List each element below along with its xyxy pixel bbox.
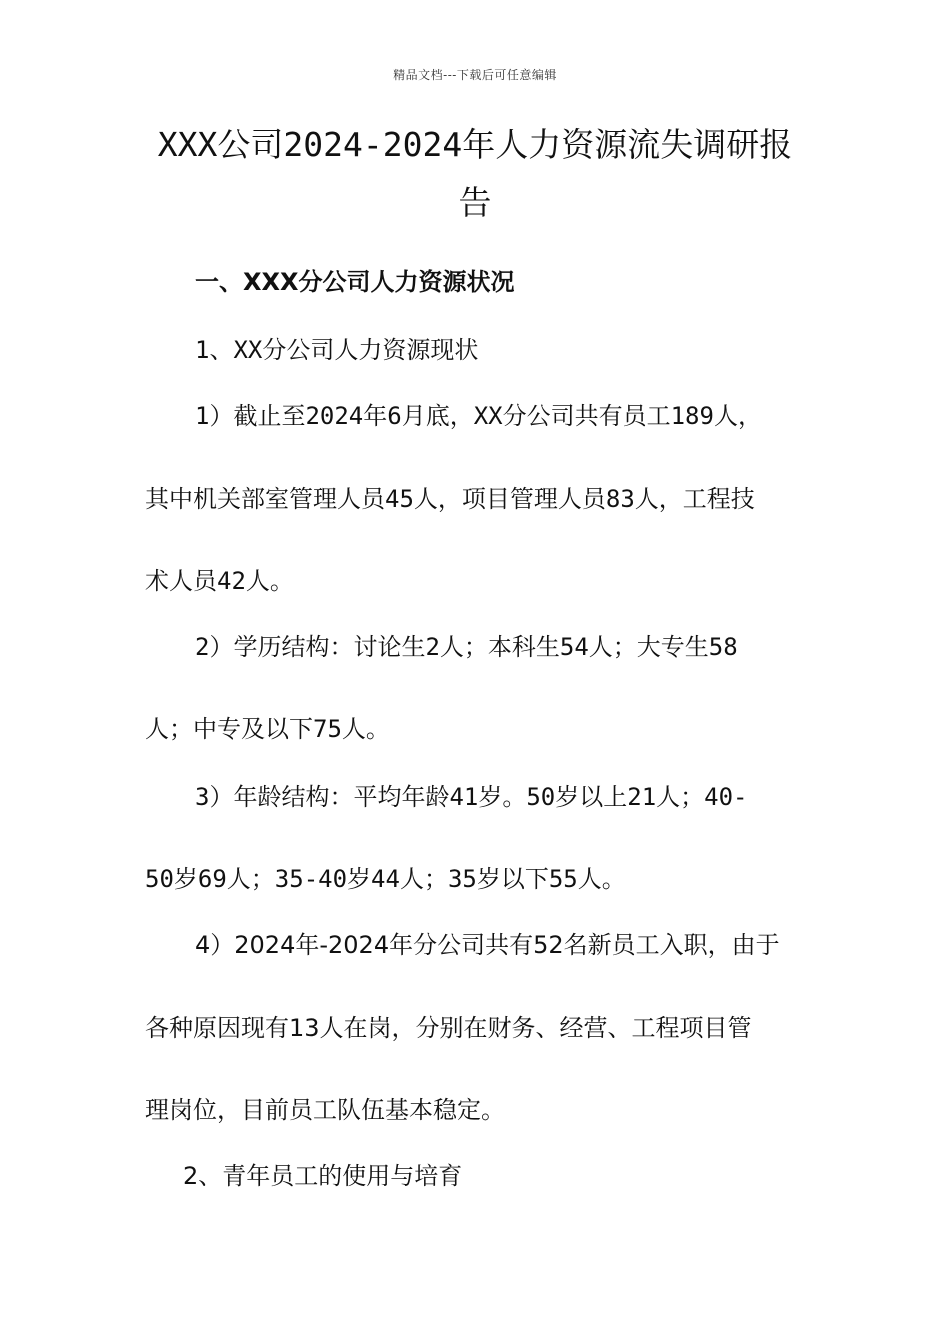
paragraph-4-line-2: 各种原因现有13人在岗，分别在财务、经营、工程项目管: [145, 1014, 752, 1042]
paragraph-2-line-2: 人；中专及以下75人。: [145, 715, 390, 743]
document-title-line-1: XXX公司2024-2024年人力资源流失调研报: [157, 125, 793, 164]
paragraph-3-line-2: 50岁69人；35-40岁44人；35岁以下55人。: [145, 865, 626, 893]
paragraph-2-line-1: 2）学历结构：讨论生2人；本科生54人；大专生58: [195, 633, 738, 661]
subsection-heading-2: 2、青年员工的使用与培育: [183, 1162, 463, 1190]
page-header: 精品文档---下载后可任意编辑: [393, 68, 557, 82]
section-heading: 一、XXX分公司人力资源状况: [195, 268, 515, 296]
paragraph-1-line-2: 其中机关部室管理人员45人，项目管理人员83人，工程技: [145, 485, 755, 513]
paragraph-1-line-3: 术人员42人。: [145, 567, 294, 595]
paragraph-4-line-1: 4）2024年-2024年分公司共有52名新员工入职，由于: [195, 931, 780, 959]
subsection-heading-1: 1、XX分公司人力资源现状: [195, 336, 479, 364]
document-title-line-2: 告: [458, 183, 492, 222]
paragraph-1-line-1: 1）截止至2024年6月底，XX分公司共有员工189人，: [195, 402, 762, 430]
paragraph-3-line-1: 3）年龄结构：平均年龄41岁。50岁以上21人；40-: [195, 783, 748, 811]
paragraph-4-line-3: 理岗位，目前员工队伍基本稳定。: [145, 1096, 505, 1124]
